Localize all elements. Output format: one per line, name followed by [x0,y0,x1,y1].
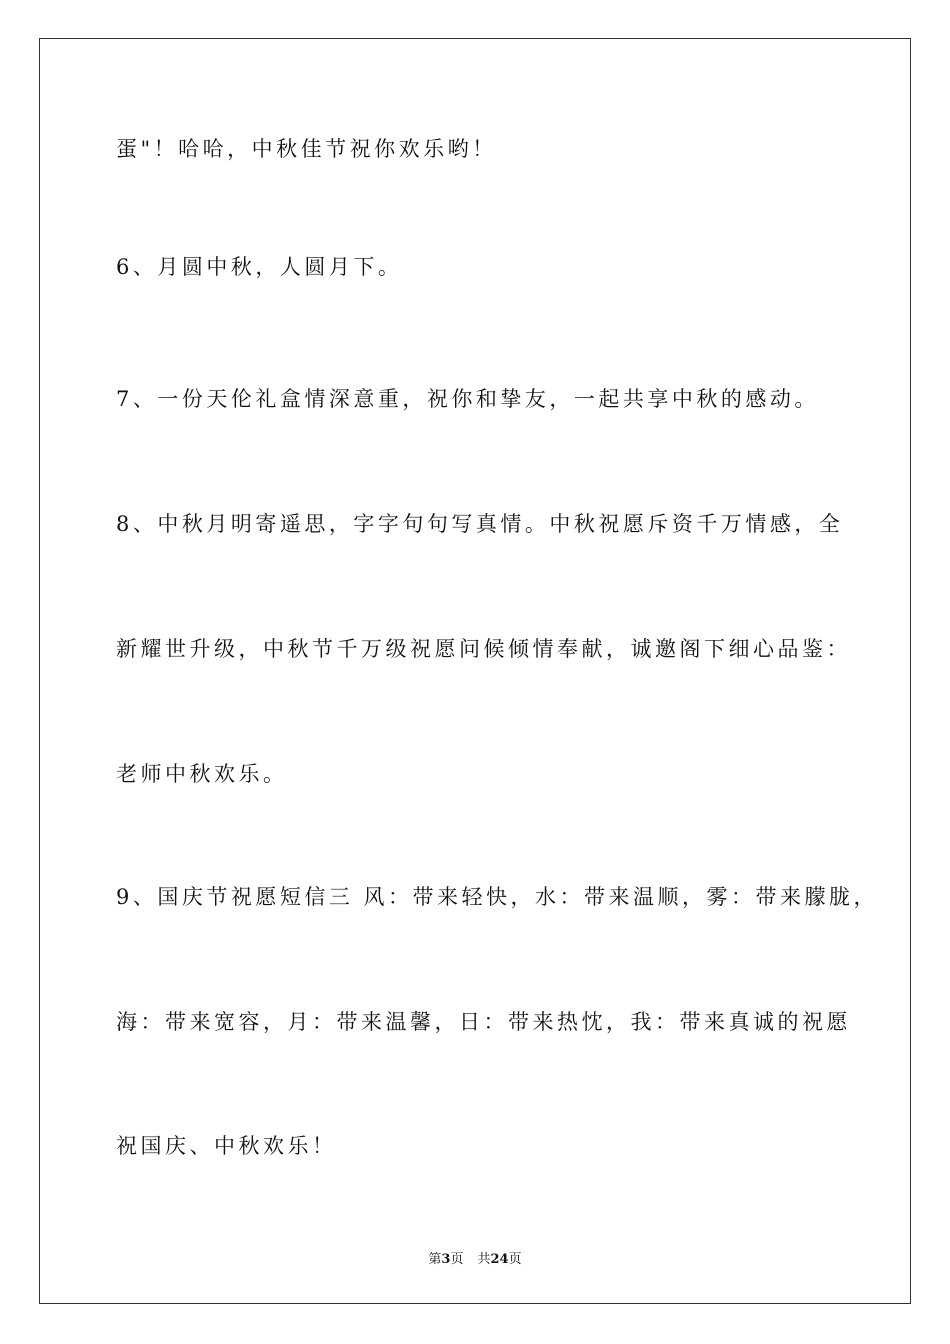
page-suffix: 页 [450,1252,464,1267]
text-line-2: 6、月圆中秋，人圆月下。 [116,255,403,279]
text-line-4: 8、中秋月明寄遥思，字字句句写真情。中秋祝愿斥资千万情感，全 [116,512,844,536]
page-prefix: 第 [428,1252,442,1267]
text-line-6: 老师中秋欢乐。 [116,762,288,786]
text-line-1: 蛋"！哈哈，中秋佳节祝你欢乐哟！ [116,137,497,161]
total-suffix: 页 [508,1252,522,1267]
total-page-number: 24 [490,1252,509,1267]
current-page-number: 3 [441,1252,451,1267]
page-border [39,38,911,1304]
page-number-footer [0,1248,950,1267]
text-line-5: 新耀世升级，中秋节千万级祝愿问候倾情奉献，诚邀阁下细心品鉴： [116,637,851,661]
total-prefix: 共 [477,1252,491,1267]
text-line-3: 7、一份天伦礼盒情深意重，祝你和挚友，一起共享中秋的感动。 [116,387,819,411]
text-line-8: 海：带来宽容，月：带来温馨，日：带来热忱，我：带来真诚的祝愿 [116,1010,851,1034]
text-line-9: 祝国庆、中秋欢乐！ [116,1134,337,1158]
text-line-7: 9、国庆节祝愿短信三 风：带来轻快，水：带来温顺，雾：带来朦胧， [116,885,879,909]
